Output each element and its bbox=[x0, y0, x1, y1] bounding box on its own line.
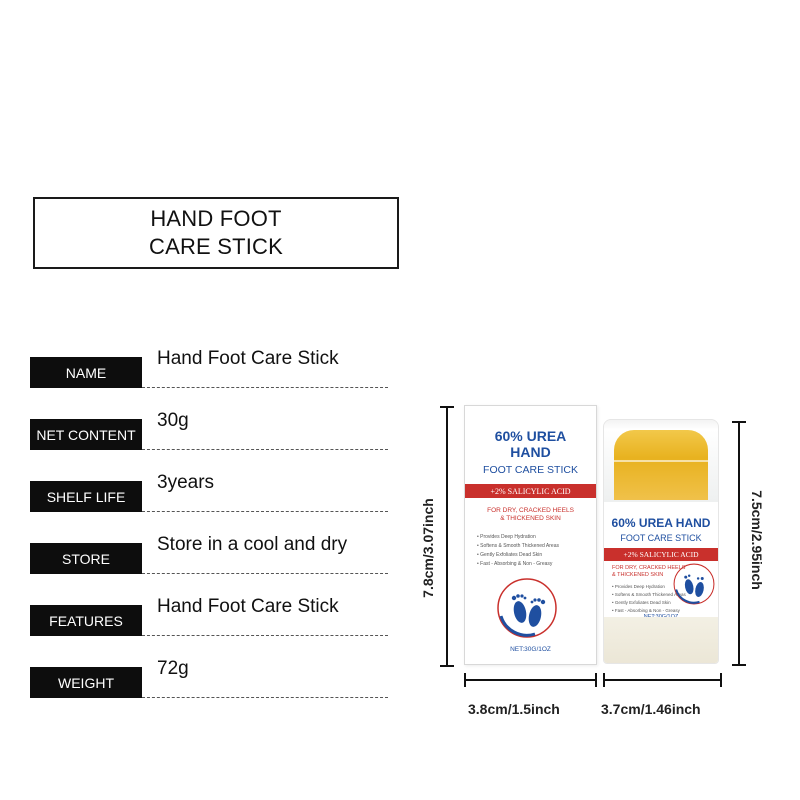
spec-row-shelf-life bbox=[30, 472, 388, 512]
spec-value: Hand Foot Care Stick bbox=[157, 596, 339, 617]
stick-height-label: 7.5cm/2.95inch bbox=[749, 490, 765, 590]
spec-label: NAME bbox=[30, 357, 142, 388]
box-heading-line-2: HAND bbox=[510, 444, 551, 460]
spec-value: 3years bbox=[157, 472, 215, 493]
dashed-divider bbox=[142, 635, 388, 636]
box-heading bbox=[465, 428, 596, 460]
spec-value: Hand Foot Care Stick bbox=[157, 348, 339, 369]
stick-for-line-1: FOR DRY, CRACKED HEELS bbox=[612, 565, 686, 571]
box-benefit-item: • Softens & Smooth Thickened Areas bbox=[477, 543, 559, 549]
box-net-weight: NET:30G/1OZ bbox=[510, 646, 551, 653]
spec-row-store bbox=[30, 534, 388, 574]
box-for-line-1: FOR DRY, CRACKED HEELS bbox=[487, 507, 574, 514]
spec-value: Store in a cool and dry bbox=[157, 534, 348, 555]
product-title-box bbox=[33, 197, 399, 269]
box-width-label: 3.8cm/1.5inch bbox=[468, 701, 560, 717]
stick-benefit-item: • Gently Exfoliates Dead Skin bbox=[612, 600, 671, 605]
stick-base bbox=[604, 617, 718, 664]
spec-row-weight bbox=[30, 658, 388, 698]
stick-balm bbox=[614, 430, 708, 500]
spec-value: 72g bbox=[157, 658, 189, 679]
box-for-text bbox=[465, 507, 596, 523]
box-benefit-item: • Provides Deep Hydration bbox=[477, 534, 536, 540]
spec-label: STORE bbox=[30, 543, 142, 574]
spec-label: WEIGHT bbox=[30, 667, 142, 698]
stick-subheading: FOOT CARE STICK bbox=[620, 533, 702, 543]
box-subheading: FOOT CARE STICK bbox=[483, 464, 578, 476]
box-height-label: 7.8cm/3.07inch bbox=[420, 498, 436, 598]
stick-salicylic-band: +2% SALICYLIC ACID bbox=[604, 548, 718, 561]
stick-for-line-2: & THICKENED SKIN bbox=[612, 572, 664, 578]
feet-logo-icon bbox=[672, 562, 716, 606]
spec-row-features bbox=[30, 596, 388, 636]
spec-row-net-content bbox=[30, 410, 388, 450]
box-salicylic-band: +2% SALICYLIC ACID bbox=[465, 484, 596, 498]
spec-value: 30g bbox=[157, 410, 189, 431]
stick-heading: 60% UREA HAND bbox=[611, 516, 711, 530]
box-heading-line-1: 60% UREA bbox=[494, 428, 567, 444]
feet-logo-icon bbox=[495, 576, 559, 640]
box-benefit-item: • Gently Exfoliates Dead Skin bbox=[477, 552, 543, 558]
box-benefit-item: • Fast - Absorbing & Non - Greasy bbox=[477, 561, 553, 567]
dashed-divider bbox=[142, 573, 388, 574]
dashed-divider bbox=[142, 387, 388, 388]
stick-clear-cap bbox=[604, 420, 718, 502]
dashed-divider bbox=[142, 697, 388, 698]
title-line-2: CARE STICK bbox=[148, 234, 284, 259]
title-line-1: HAND FOOT bbox=[150, 206, 282, 231]
spec-label: NET CONTENT bbox=[30, 419, 142, 450]
product-box-image bbox=[464, 405, 597, 665]
stick-benefit-item: • Fast - Absorbing & Non - Greasy bbox=[612, 608, 680, 613]
dashed-divider bbox=[142, 511, 388, 512]
spec-label: FEATURES bbox=[30, 605, 142, 636]
dashed-divider bbox=[142, 449, 388, 450]
box-benefit-list bbox=[477, 533, 590, 569]
stick-benefit-item: • Provides Deep Hydration bbox=[612, 584, 665, 589]
spec-label: SHELF LIFE bbox=[30, 481, 142, 512]
stick-benefit-item: • Softens & Smooth Thickened Areas bbox=[612, 592, 686, 597]
stick-label bbox=[604, 502, 718, 664]
spec-row-name bbox=[30, 348, 388, 388]
box-for-line-2: & THICKENED SKIN bbox=[500, 515, 561, 522]
product-stick-image bbox=[603, 419, 719, 664]
stick-width-label: 3.7cm/1.46inch bbox=[601, 701, 701, 717]
